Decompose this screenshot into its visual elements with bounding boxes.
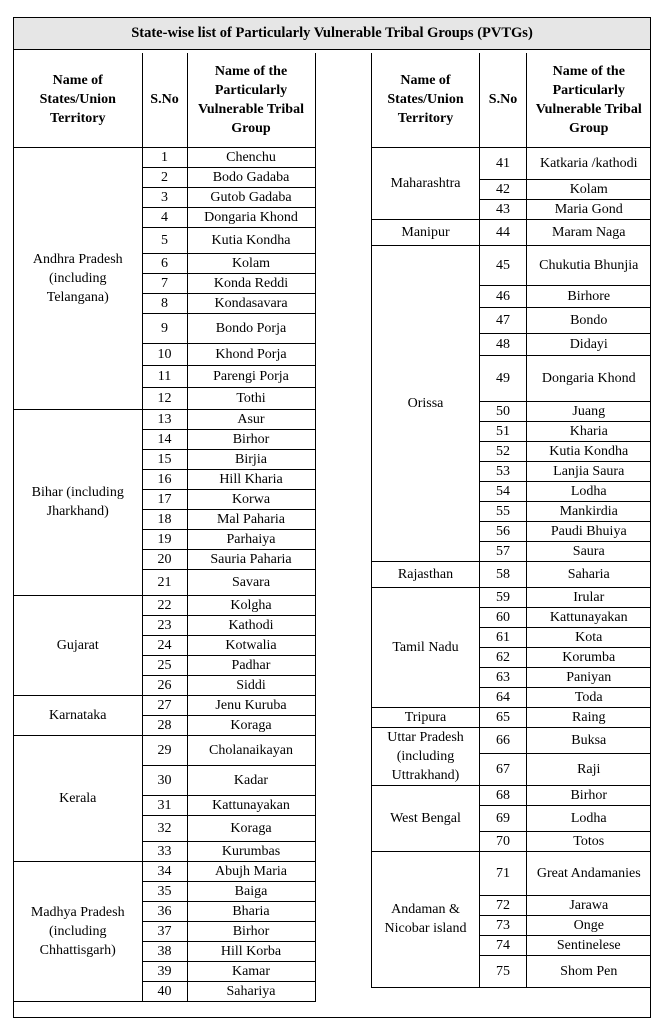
serial-number: 27 — [142, 695, 187, 715]
pvtg-table-left — [14, 53, 316, 1002]
serial-number: 11 — [142, 365, 187, 387]
serial-number: 61 — [480, 627, 527, 647]
tribal-group-name: Baiga — [187, 881, 315, 901]
serial-number: 33 — [142, 841, 187, 861]
tribal-group-name: Lanjia Saura — [527, 461, 651, 481]
serial-number: 67 — [480, 753, 527, 785]
serial-number: 5 — [142, 227, 187, 253]
serial-number: 25 — [142, 655, 187, 675]
tribal-group-name: Birhor — [187, 429, 315, 449]
serial-number: 52 — [480, 441, 527, 461]
serial-number: 15 — [142, 449, 187, 469]
serial-number: 65 — [480, 707, 527, 727]
tribal-group-name: Asur — [187, 409, 315, 429]
serial-number: 36 — [142, 901, 187, 921]
serial-number: 44 — [480, 219, 527, 245]
serial-number: 17 — [142, 489, 187, 509]
serial-number: 72 — [480, 895, 527, 915]
tribal-group-name: Sahariya — [187, 981, 315, 1001]
tribal-group-name: Jenu Kuruba — [187, 695, 315, 715]
tribal-group-name: Padhar — [187, 655, 315, 675]
serial-number: 45 — [480, 245, 527, 285]
tribal-group-name: Kurumbas — [187, 841, 315, 861]
table-row — [372, 851, 651, 895]
table-row — [372, 219, 651, 245]
table-row — [372, 587, 651, 607]
serial-number: 9 — [142, 313, 187, 343]
serial-number: 22 — [142, 595, 187, 615]
tribal-group-name: Gutob Gadaba — [187, 187, 315, 207]
serial-number: 75 — [480, 955, 527, 987]
serial-number: 55 — [480, 501, 527, 521]
serial-number: 70 — [480, 831, 527, 851]
serial-number: 64 — [480, 687, 527, 707]
state-name: Madhya Pradesh (including Chhattisgarh) — [14, 861, 142, 1001]
table-row — [372, 245, 651, 285]
tribal-group-name: Great Andamanies — [527, 851, 651, 895]
state-name: Bihar (including Jharkhand) — [14, 409, 142, 595]
table-row — [14, 861, 315, 881]
header-group: Name of the Particularly Vulnerable Tribal Group — [527, 53, 651, 147]
serial-number: 26 — [142, 675, 187, 695]
header-group: Name of the Particularly Vulnerable Tribal Group — [187, 53, 315, 147]
serial-number: 14 — [142, 429, 187, 449]
pvtg-table-right — [371, 53, 651, 988]
tribal-group-name: Savara — [187, 569, 315, 595]
serial-number: 42 — [480, 179, 527, 199]
tribal-group-name: Bondo — [527, 307, 651, 333]
header-sno: S.No — [142, 53, 187, 147]
table-row — [14, 695, 315, 715]
state-name: Tripura — [372, 707, 480, 727]
table-title: State-wise list of Particularly Vulnerable Tribal Groups (PVTGs) — [13, 17, 651, 50]
tribal-group-name: Bharia — [187, 901, 315, 921]
serial-number: 58 — [480, 561, 527, 587]
serial-number: 34 — [142, 861, 187, 881]
tribal-group-name: Cholanaikayan — [187, 735, 315, 765]
tribal-group-name: Kattunayakan — [527, 607, 651, 627]
tribal-group-name: Kattunayakan — [187, 795, 315, 815]
tribal-group-name: Kolam — [187, 253, 315, 273]
serial-number: 4 — [142, 207, 187, 227]
serial-number: 71 — [480, 851, 527, 895]
state-name: Rajasthan — [372, 561, 480, 587]
serial-number: 30 — [142, 765, 187, 795]
tribal-group-name: Kharia — [527, 421, 651, 441]
serial-number: 37 — [142, 921, 187, 941]
table-row — [14, 595, 315, 615]
tribal-group-name: Saharia — [527, 561, 651, 587]
tribal-group-name: Kamar — [187, 961, 315, 981]
tribal-group-name: Dongaria Khond — [187, 207, 315, 227]
serial-number: 66 — [480, 727, 527, 753]
tribal-group-name: Kolam — [527, 179, 651, 199]
tribal-group-name: Onge — [527, 915, 651, 935]
tribal-group-name: Totos — [527, 831, 651, 851]
tribal-group-name: Koraga — [187, 815, 315, 841]
tribal-group-name: Katkaria /kathodi — [527, 147, 651, 179]
tribal-group-name: Parengi Porja — [187, 365, 315, 387]
serial-number: 7 — [142, 273, 187, 293]
serial-number: 68 — [480, 785, 527, 805]
serial-number: 32 — [142, 815, 187, 841]
tribal-group-name: Birhor — [187, 921, 315, 941]
state-name: Andaman & Nicobar island — [372, 851, 480, 987]
serial-number: 50 — [480, 401, 527, 421]
serial-number: 73 — [480, 915, 527, 935]
tribal-group-name: Sentinelese — [527, 935, 651, 955]
serial-number: 23 — [142, 615, 187, 635]
tribal-group-name: Mal Paharia — [187, 509, 315, 529]
tribal-group-name: Kathodi — [187, 615, 315, 635]
tribal-group-name: Juang — [527, 401, 651, 421]
serial-number: 59 — [480, 587, 527, 607]
header-sno: S.No — [480, 53, 527, 147]
serial-number: 2 — [142, 167, 187, 187]
serial-number: 1 — [142, 147, 187, 167]
serial-number: 13 — [142, 409, 187, 429]
serial-number: 49 — [480, 355, 527, 401]
serial-number: 47 — [480, 307, 527, 333]
serial-number: 20 — [142, 549, 187, 569]
tribal-group-name: Chukutia Bhunjia — [527, 245, 651, 285]
tribal-group-name: Kutia Kondha — [187, 227, 315, 253]
state-name: Gujarat — [14, 595, 142, 695]
serial-number: 40 — [142, 981, 187, 1001]
tribal-group-name: Korwa — [187, 489, 315, 509]
state-name: Manipur — [372, 219, 480, 245]
tribal-group-name: Buksa — [527, 727, 651, 753]
tribal-group-name: Raing — [527, 707, 651, 727]
serial-number: 56 — [480, 521, 527, 541]
tribal-group-name: Maria Gond — [527, 199, 651, 219]
serial-number: 31 — [142, 795, 187, 815]
tribal-group-name: Kondasavara — [187, 293, 315, 313]
tribal-group-name: Dongaria Khond — [527, 355, 651, 401]
table-row — [372, 707, 651, 727]
tribal-group-name: Birjia — [187, 449, 315, 469]
tribal-group-name: Raji — [527, 753, 651, 785]
serial-number: 39 — [142, 961, 187, 981]
serial-number: 6 — [142, 253, 187, 273]
serial-number: 10 — [142, 343, 187, 365]
serial-number: 54 — [480, 481, 527, 501]
tribal-group-name: Didayi — [527, 333, 651, 355]
tribal-group-name: Birhore — [527, 285, 651, 307]
tribal-group-name: Koraga — [187, 715, 315, 735]
serial-number: 48 — [480, 333, 527, 355]
serial-number: 8 — [142, 293, 187, 313]
table-row — [14, 409, 315, 429]
serial-number: 16 — [142, 469, 187, 489]
tribal-group-name: Irular — [527, 587, 651, 607]
tribal-group-name: Birhor — [527, 785, 651, 805]
tribal-group-name: Abujh Maria — [187, 861, 315, 881]
serial-number: 57 — [480, 541, 527, 561]
serial-number: 21 — [142, 569, 187, 595]
tribal-group-name: Shom Pen — [527, 955, 651, 987]
table-row — [372, 785, 651, 805]
serial-number: 69 — [480, 805, 527, 831]
serial-number: 19 — [142, 529, 187, 549]
header-state: Name of States/Union Territory — [372, 53, 480, 147]
table-row — [14, 147, 315, 167]
serial-number: 12 — [142, 387, 187, 409]
serial-number: 53 — [480, 461, 527, 481]
tribal-group-name: Bondo Porja — [187, 313, 315, 343]
tribal-group-name: Konda Reddi — [187, 273, 315, 293]
tribal-group-name: Kadar — [187, 765, 315, 795]
tribal-group-name: Maram Naga — [527, 219, 651, 245]
state-name: Tamil Nadu — [372, 587, 480, 707]
serial-number: 51 — [480, 421, 527, 441]
tribal-group-name: Chenchu — [187, 147, 315, 167]
serial-number: 3 — [142, 187, 187, 207]
tribal-group-name: Bodo Gadaba — [187, 167, 315, 187]
tribal-group-name: Paudi Bhuiya — [527, 521, 651, 541]
tribal-group-name: Sauria Paharia — [187, 549, 315, 569]
tribal-group-name: Jarawa — [527, 895, 651, 915]
tribal-group-name: Kotwalia — [187, 635, 315, 655]
serial-number: 41 — [480, 147, 527, 179]
serial-number: 74 — [480, 935, 527, 955]
tribal-group-name: Hill Korba — [187, 941, 315, 961]
serial-number: 24 — [142, 635, 187, 655]
serial-number: 46 — [480, 285, 527, 307]
tribal-group-name: Korumba — [527, 647, 651, 667]
state-name: Orissa — [372, 245, 480, 561]
serial-number: 38 — [142, 941, 187, 961]
serial-number: 63 — [480, 667, 527, 687]
tribal-group-name: Saura — [527, 541, 651, 561]
tribal-group-name: Siddi — [187, 675, 315, 695]
table-row — [372, 561, 651, 587]
serial-number: 43 — [480, 199, 527, 219]
state-name: Andhra Pradesh (including Telangana) — [14, 147, 142, 409]
tribal-group-name: Toda — [527, 687, 651, 707]
state-name: Maharashtra — [372, 147, 480, 219]
serial-number: 18 — [142, 509, 187, 529]
serial-number: 29 — [142, 735, 187, 765]
tribal-group-name: Kutia Kondha — [527, 441, 651, 461]
table-row — [372, 147, 651, 179]
tribal-group-name: Khond Porja — [187, 343, 315, 365]
tribal-group-name: Kolgha — [187, 595, 315, 615]
tribal-group-name: Tothi — [187, 387, 315, 409]
tribal-group-name: Lodha — [527, 805, 651, 831]
tribal-group-name: Lodha — [527, 481, 651, 501]
state-name: Uttar Pradesh (including Uttrakhand) — [372, 727, 480, 785]
state-name: Karnataka — [14, 695, 142, 735]
tribal-group-name: Paniyan — [527, 667, 651, 687]
serial-number: 60 — [480, 607, 527, 627]
tribal-group-name: Mankirdia — [527, 501, 651, 521]
serial-number: 62 — [480, 647, 527, 667]
tribal-group-name: Hill Kharia — [187, 469, 315, 489]
table-row — [372, 727, 651, 753]
serial-number: 35 — [142, 881, 187, 901]
tribal-group-name: Parhaiya — [187, 529, 315, 549]
state-name: Kerala — [14, 735, 142, 861]
tribal-group-name: Kota — [527, 627, 651, 647]
serial-number: 28 — [142, 715, 187, 735]
state-name: West Bengal — [372, 785, 480, 851]
table-row — [14, 735, 315, 765]
header-state: Name of States/Union Territory — [14, 53, 142, 147]
